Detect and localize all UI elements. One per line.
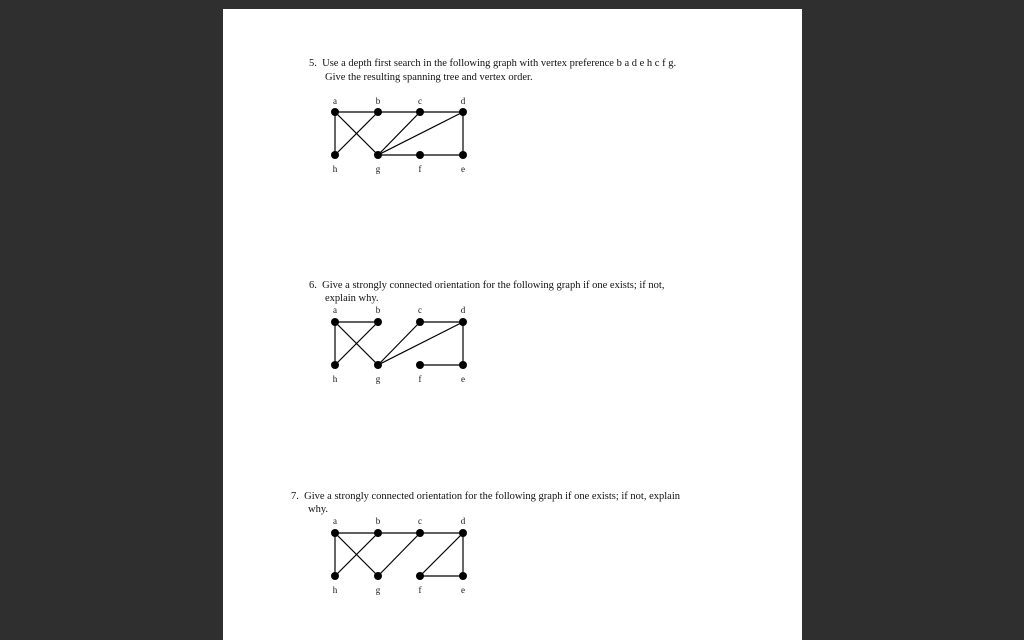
- vertex-label-e: e: [461, 164, 465, 174]
- vertex-label-h: h: [332, 585, 338, 595]
- edge-d-g: [378, 322, 463, 365]
- vertex-c: [416, 529, 424, 537]
- vertex-label-b: b: [375, 305, 381, 315]
- question-7-number: 7.: [291, 491, 299, 502]
- vertex-label-b: b: [375, 96, 381, 106]
- edge-d-g: [378, 112, 463, 155]
- graph-q6: [323, 314, 473, 384]
- vertex-d: [459, 529, 467, 537]
- vertex-a: [331, 108, 339, 116]
- edge-c-g: [378, 533, 420, 576]
- vertex-a: [331, 318, 339, 326]
- vertex-label-a: a: [333, 305, 337, 315]
- question-7-text: Give a strongly connected orientation for the following graph if one exists; if not, explain: [304, 491, 680, 502]
- question-5-line-1: [309, 57, 676, 70]
- vertex-c: [416, 318, 424, 326]
- edge-d-f: [420, 533, 463, 576]
- graph-q5: [323, 104, 473, 174]
- vertex-h: [331, 361, 339, 369]
- vertex-label-g: g: [375, 374, 381, 384]
- vertex-label-a: a: [333, 96, 337, 106]
- vertex-label-b: b: [375, 516, 381, 526]
- document-page: [223, 9, 802, 640]
- vertex-label-f: f: [418, 164, 422, 174]
- vertex-f: [416, 361, 424, 369]
- vertex-label-a: a: [333, 516, 337, 526]
- vertex-d: [459, 108, 467, 116]
- question-5-number: 5.: [309, 58, 317, 69]
- question-6-text: Give a strongly connected orientation for the following graph if one exists; if not,: [322, 280, 665, 291]
- vertex-b: [374, 318, 382, 326]
- graph-q7: [323, 525, 473, 595]
- question-6-line-1: [309, 279, 664, 292]
- vertex-e: [459, 572, 467, 580]
- question-6-line-2: explain why.: [325, 293, 379, 304]
- vertex-label-e: e: [461, 374, 465, 384]
- vertex-f: [416, 572, 424, 580]
- vertex-c: [416, 108, 424, 116]
- vertex-b: [374, 108, 382, 116]
- question-6-number: 6.: [309, 280, 317, 291]
- vertex-g: [374, 572, 382, 580]
- question-7-line-2: why.: [308, 504, 329, 515]
- question-5-text: Use a depth first search in the following graph with vertex preference b a d e h c f g.: [322, 58, 677, 69]
- vertex-label-c: c: [418, 96, 422, 106]
- vertex-e: [459, 361, 467, 369]
- vertex-a: [331, 529, 339, 537]
- vertex-g: [374, 151, 382, 159]
- question-5-line-2: Give the resulting spanning tree and vertex order.: [325, 72, 533, 83]
- vertex-label-c: c: [418, 516, 422, 526]
- vertex-h: [331, 151, 339, 159]
- vertex-f: [416, 151, 424, 159]
- vertex-d: [459, 318, 467, 326]
- vertex-label-d: d: [460, 516, 466, 526]
- vertex-label-c: c: [418, 305, 422, 315]
- vertex-label-e: e: [461, 585, 465, 595]
- vertex-label-d: d: [460, 96, 466, 106]
- vertex-label-h: h: [332, 374, 338, 384]
- vertex-g: [374, 361, 382, 369]
- vertex-label-d: d: [460, 305, 466, 315]
- vertex-e: [459, 151, 467, 159]
- vertex-b: [374, 529, 382, 537]
- vertex-h: [331, 572, 339, 580]
- vertex-label-g: g: [375, 585, 381, 595]
- vertex-label-f: f: [418, 374, 422, 384]
- vertex-label-h: h: [332, 164, 338, 174]
- edge-c-g: [378, 322, 420, 365]
- vertex-label-f: f: [418, 585, 422, 595]
- edge-c-g: [378, 112, 420, 155]
- question-7-line-1: [291, 490, 680, 503]
- vertex-label-g: g: [375, 164, 381, 174]
